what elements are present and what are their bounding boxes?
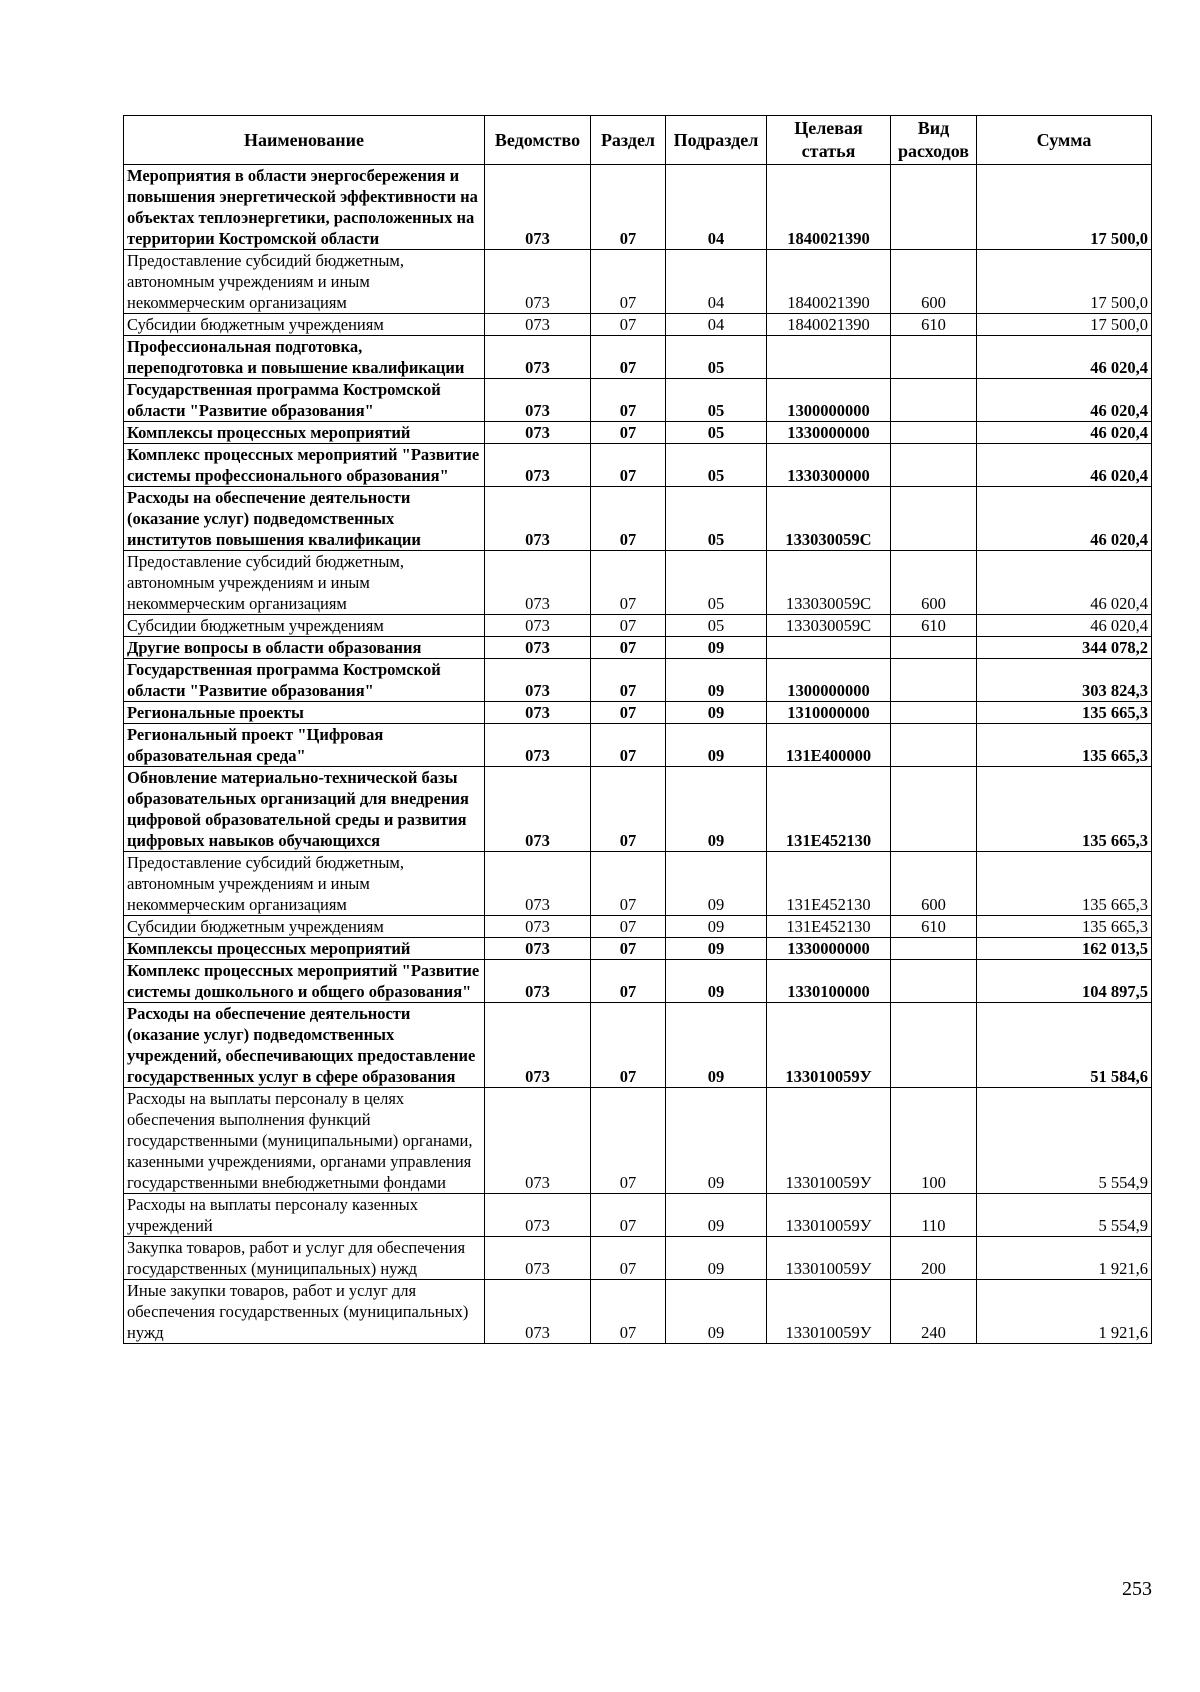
header-target: Целевая статья [767,116,891,165]
row-section: 07 [591,1280,666,1344]
row-name: Субсидии бюджетным учреждениям [124,615,485,637]
row-expense-type [891,960,977,1003]
header-expense-type: Вид расходов [891,116,977,165]
row-amount: 135 665,3 [977,767,1152,852]
table-row [124,314,1152,336]
row-name: Государственная программа Костромской области "Развитие образования" [124,379,485,422]
row-target: 1310000000 [767,702,891,724]
row-expense-type [891,444,977,487]
row-target: 133010059У [767,1088,891,1194]
table-row [124,422,1152,444]
row-dept: 073 [485,916,591,938]
row-subsection: 09 [666,1003,767,1088]
row-amount: 5 554,9 [977,1088,1152,1194]
row-target: 1330000000 [767,422,891,444]
row-amount: 135 665,3 [977,852,1152,916]
table-row [124,938,1152,960]
table-row [124,487,1152,551]
row-expense-type [891,487,977,551]
table-row [124,615,1152,637]
row-amount: 46 020,4 [977,444,1152,487]
row-subsection: 09 [666,1194,767,1237]
row-name: Комплекс процессных мероприятий "Развитие системы профессионального образования" [124,444,485,487]
row-expense-type: 600 [891,551,977,615]
row-target: 133010059У [767,1280,891,1344]
header-section: Раздел [591,116,666,165]
row-expense-type [891,659,977,702]
row-amount: 135 665,3 [977,724,1152,767]
row-section: 07 [591,379,666,422]
row-name: Расходы на выплаты персоналу в целях обеспечения выполнения функций государственными (муниципальными) органами, казенными учреждениями, органами управления государственными внебюджетными фондами [124,1088,485,1194]
row-target: 131Е400000 [767,724,891,767]
row-subsection: 05 [666,551,767,615]
row-subsection: 04 [666,314,767,336]
row-dept: 073 [485,659,591,702]
row-section: 07 [591,702,666,724]
row-amount: 1 921,6 [977,1280,1152,1344]
row-name: Комплексы процессных мероприятий [124,422,485,444]
row-target: 1840021390 [767,250,891,314]
table-row [124,659,1152,702]
row-target: 1300000000 [767,379,891,422]
row-dept: 073 [485,1237,591,1280]
row-name: Предоставление субсидий бюджетным, автономным учреждениям и иным некоммерческим организациям [124,551,485,615]
row-target: 133030059С [767,487,891,551]
row-amount: 344 078,2 [977,637,1152,659]
row-amount: 17 500,0 [977,314,1152,336]
row-amount: 46 020,4 [977,379,1152,422]
row-name: Профессиональная подготовка, переподготовка и повышение квалификации [124,336,485,379]
row-amount: 1 921,6 [977,1237,1152,1280]
row-target: 133030059С [767,551,891,615]
row-section: 07 [591,1194,666,1237]
header-amount: Сумма [977,116,1152,165]
row-subsection: 04 [666,250,767,314]
row-expense-type: 600 [891,852,977,916]
row-dept: 073 [485,336,591,379]
row-expense-type [891,724,977,767]
row-expense-type: 610 [891,916,977,938]
row-subsection: 05 [666,379,767,422]
row-section: 07 [591,852,666,916]
row-target: 1300000000 [767,659,891,702]
row-name: Другие вопросы в области образования [124,637,485,659]
row-target: 1330100000 [767,960,891,1003]
row-section: 07 [591,637,666,659]
row-dept: 073 [485,938,591,960]
row-dept: 073 [485,724,591,767]
page-number: 253 [1122,1578,1152,1600]
row-amount: 46 020,4 [977,551,1152,615]
row-expense-type [891,165,977,250]
row-amount: 303 824,3 [977,659,1152,702]
row-subsection: 05 [666,422,767,444]
row-target: 133010059У [767,1194,891,1237]
row-name: Иные закупки товаров, работ и услуг для обеспечения государственных (муниципальных) нужд [124,1280,485,1344]
row-name: Комплекс процессных мероприятий "Развитие системы дошкольного и общего образования" [124,960,485,1003]
row-dept: 073 [485,379,591,422]
row-expense-type [891,379,977,422]
row-amount: 46 020,4 [977,615,1152,637]
row-subsection: 09 [666,1088,767,1194]
row-target: 133010059У [767,1237,891,1280]
row-section: 07 [591,422,666,444]
table-row [124,1088,1152,1194]
row-section: 07 [591,165,666,250]
table-row [124,1003,1152,1088]
row-expense-type: 200 [891,1237,977,1280]
row-expense-type [891,767,977,852]
row-dept: 073 [485,960,591,1003]
row-amount: 46 020,4 [977,422,1152,444]
row-dept: 073 [485,165,591,250]
row-subsection: 04 [666,165,767,250]
row-name: Субсидии бюджетным учреждениям [124,916,485,938]
row-name: Расходы на обеспечение деятельности (оказание услуг) подведомственных институтов повышения квалификации [124,487,485,551]
row-section: 07 [591,1088,666,1194]
row-subsection: 09 [666,852,767,916]
row-expense-type: 600 [891,250,977,314]
row-amount: 135 665,3 [977,702,1152,724]
row-expense-type: 100 [891,1088,977,1194]
row-amount: 17 500,0 [977,250,1152,314]
row-amount: 104 897,5 [977,960,1152,1003]
row-expense-type: 610 [891,615,977,637]
row-amount: 17 500,0 [977,165,1152,250]
row-subsection: 05 [666,444,767,487]
row-dept: 073 [485,1194,591,1237]
row-amount: 46 020,4 [977,336,1152,379]
row-expense-type [891,637,977,659]
table-row [124,165,1152,250]
row-name: Мероприятия в области энергосбережения и повышения энергетической эффективности на объектах теплоэнергетики, расположенных на территории Костромской области [124,165,485,250]
table-row [124,1194,1152,1237]
table-row [124,724,1152,767]
row-subsection: 09 [666,702,767,724]
row-dept: 073 [485,852,591,916]
row-subsection: 09 [666,1237,767,1280]
row-section: 07 [591,551,666,615]
row-target: 1330300000 [767,444,891,487]
row-section: 07 [591,336,666,379]
row-target: 1330000000 [767,938,891,960]
row-target: 133030059С [767,615,891,637]
table-row [124,702,1152,724]
row-name: Расходы на выплаты персоналу казенных учреждений [124,1194,485,1237]
row-section: 07 [591,487,666,551]
row-name: Закупка товаров, работ и услуг для обеспечения государственных (муниципальных) нужд [124,1237,485,1280]
row-expense-type [891,422,977,444]
row-amount: 5 554,9 [977,1194,1152,1237]
row-name: Субсидии бюджетным учреждениям [124,314,485,336]
row-dept: 073 [485,615,591,637]
row-target [767,637,891,659]
table-row [124,250,1152,314]
row-subsection: 09 [666,916,767,938]
row-subsection: 09 [666,659,767,702]
row-dept: 073 [485,551,591,615]
row-subsection: 09 [666,938,767,960]
row-name: Предоставление субсидий бюджетным, автономным учреждениям и иным некоммерческим организациям [124,852,485,916]
row-section: 07 [591,767,666,852]
header-name: Наименование [124,116,485,165]
row-dept: 073 [485,314,591,336]
table-row [124,767,1152,852]
row-dept: 073 [485,1088,591,1194]
row-expense-type: 110 [891,1194,977,1237]
table-row [124,551,1152,615]
row-name: Комплексы процессных мероприятий [124,938,485,960]
row-target: 1840021390 [767,314,891,336]
table-body [124,165,1152,1344]
row-amount: 46 020,4 [977,487,1152,551]
row-expense-type: 240 [891,1280,977,1344]
budget-table [123,115,1152,1344]
row-name: Предоставление субсидий бюджетным, автономным учреждениям и иным некоммерческим организациям [124,250,485,314]
row-subsection: 05 [666,615,767,637]
row-name: Обновление материально-технической базы образовательных организаций для внедрения цифровой образовательной среды и развития цифровых навыков обучающихся [124,767,485,852]
row-subsection: 09 [666,724,767,767]
row-target: 131Е452130 [767,916,891,938]
row-dept: 073 [485,444,591,487]
row-section: 07 [591,659,666,702]
row-dept: 073 [485,422,591,444]
row-dept: 073 [485,637,591,659]
header-subsection: Подраздел [666,116,767,165]
row-dept: 073 [485,250,591,314]
row-amount: 162 013,5 [977,938,1152,960]
table-row [124,1280,1152,1344]
row-name: Государственная программа Костромской области "Развитие образования" [124,659,485,702]
row-name: Региональный проект "Цифровая образовательная среда" [124,724,485,767]
table-row [124,336,1152,379]
row-subsection: 05 [666,487,767,551]
row-section: 07 [591,938,666,960]
table-row [124,1237,1152,1280]
row-section: 07 [591,444,666,487]
row-dept: 073 [485,1280,591,1344]
row-section: 07 [591,960,666,1003]
row-target: 1840021390 [767,165,891,250]
row-section: 07 [591,250,666,314]
row-subsection: 09 [666,767,767,852]
row-expense-type [891,938,977,960]
table-header [124,116,1152,165]
row-dept: 073 [485,487,591,551]
table-row [124,637,1152,659]
header-dept: Ведомство [485,116,591,165]
row-name: Расходы на обеспечение деятельности (оказание услуг) подведомственных учреждений, обеспечивающих предоставление государственных услуг в сфере образования [124,1003,485,1088]
row-subsection: 05 [666,336,767,379]
table-row [124,916,1152,938]
row-section: 07 [591,1003,666,1088]
row-dept: 073 [485,767,591,852]
row-subsection: 09 [666,960,767,1003]
row-amount: 51 584,6 [977,1003,1152,1088]
row-target: 131Е452130 [767,767,891,852]
row-dept: 073 [485,702,591,724]
row-target: 133010059У [767,1003,891,1088]
row-section: 07 [591,314,666,336]
row-name: Региональные проекты [124,702,485,724]
row-expense-type [891,702,977,724]
row-section: 07 [591,916,666,938]
row-section: 07 [591,615,666,637]
row-expense-type [891,1003,977,1088]
row-section: 07 [591,724,666,767]
table-row [124,379,1152,422]
row-expense-type: 610 [891,314,977,336]
table-row [124,444,1152,487]
table-row [124,960,1152,1003]
row-subsection: 09 [666,637,767,659]
row-expense-type [891,336,977,379]
table-row [124,852,1152,916]
row-target [767,336,891,379]
row-amount: 135 665,3 [977,916,1152,938]
row-target: 131Е452130 [767,852,891,916]
row-dept: 073 [485,1003,591,1088]
row-section: 07 [591,1237,666,1280]
row-subsection: 09 [666,1280,767,1344]
